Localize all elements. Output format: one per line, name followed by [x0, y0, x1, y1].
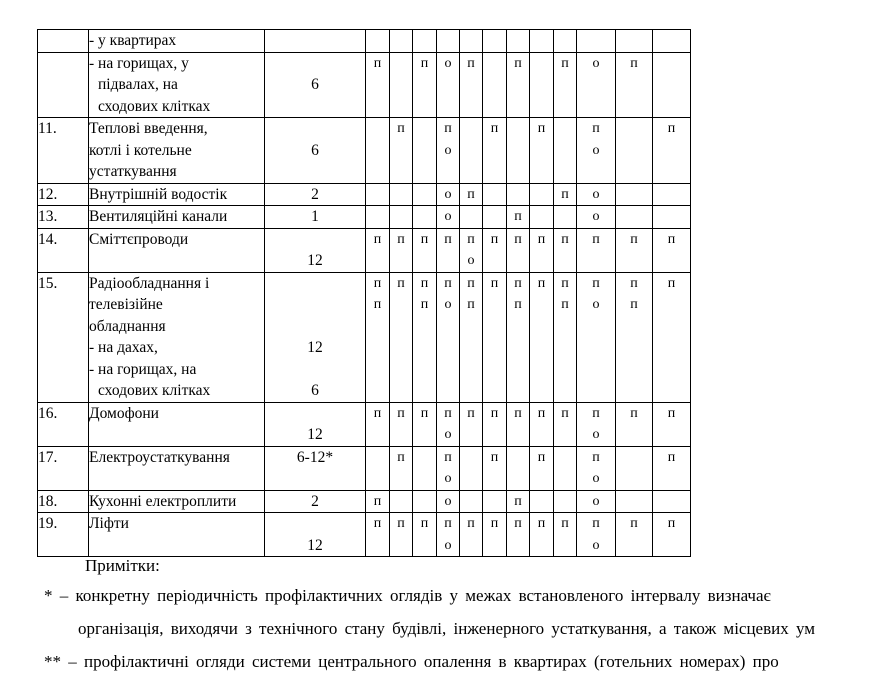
mark-cell — [653, 490, 691, 513]
mark-cell — [653, 30, 691, 53]
note-line-3: ** – профілактичні огляди системи центрального опалення в квартирах (готельних номерах) про — [44, 652, 779, 671]
mark-cell: п п — [616, 272, 653, 402]
period-line — [265, 359, 365, 381]
mark-cell: п — [507, 513, 530, 557]
table-row — [38, 490, 691, 513]
name-line: - на горищах, у — [89, 54, 189, 72]
mark-cell — [616, 30, 653, 53]
mark-cell — [460, 490, 483, 513]
mark-cell — [483, 52, 507, 118]
mark-cell — [554, 446, 577, 490]
period-line — [265, 229, 365, 251]
mark-cell: п — [653, 446, 691, 490]
period-line — [265, 53, 365, 75]
table-row — [38, 183, 691, 206]
name-line: Внутрішній водостік — [89, 185, 228, 203]
row-name — [89, 183, 265, 206]
mark-cell: п — [507, 52, 530, 118]
mark-cell — [413, 118, 437, 184]
mark-cell: п — [437, 228, 460, 272]
mark-cell: п — [413, 228, 437, 272]
row-period — [265, 52, 366, 118]
mark-cell: п — [653, 513, 691, 557]
name-line: - на дахах, — [89, 339, 158, 356]
name-line: Теплові введення, — [89, 120, 208, 137]
mark-cell: п — [507, 228, 530, 272]
period-line: 2 — [311, 492, 319, 510]
mark-cell — [390, 30, 413, 53]
mark-cell: п о — [577, 272, 616, 402]
mark-cell: п — [483, 118, 507, 184]
mark-cell: п — [507, 206, 530, 229]
mark-cell: п — [460, 513, 483, 557]
table-row — [38, 402, 691, 446]
mark-cell: п — [616, 52, 653, 118]
mark-cell: п — [413, 513, 437, 557]
mark-cell: п — [413, 52, 437, 118]
mark-cell: п — [554, 183, 577, 206]
mark-cell — [366, 30, 390, 53]
mark-cell — [390, 183, 413, 206]
mark-cell — [653, 52, 691, 118]
mark-cell — [460, 206, 483, 229]
notes-title: Примітки: — [85, 556, 160, 575]
mark-cell: о — [437, 52, 460, 118]
table-row — [38, 206, 691, 229]
mark-cell: п — [530, 228, 554, 272]
mark-cell: п — [653, 228, 691, 272]
mark-cell: п — [390, 228, 413, 272]
mark-cell: п о — [577, 118, 616, 184]
row-number — [38, 30, 89, 53]
row-period — [265, 272, 366, 402]
mark-cell: п п — [507, 272, 530, 402]
name-line: Сміттєпроводи — [89, 230, 189, 248]
mark-cell — [653, 183, 691, 206]
name-line: сходових клітках — [98, 97, 211, 115]
mark-cell — [366, 118, 390, 184]
mark-cell: п — [507, 490, 530, 513]
row-number: 12. — [38, 183, 89, 206]
name-line: устаткування — [89, 163, 177, 180]
row-name — [89, 272, 265, 402]
row-number: 16. — [38, 402, 89, 446]
mark-cell: п — [530, 272, 554, 402]
mark-cell — [530, 183, 554, 206]
mark-cell: п — [483, 402, 507, 446]
row-number: 17. — [38, 446, 89, 490]
table-row — [38, 118, 691, 184]
row-name — [89, 402, 265, 446]
name-line: обладнання — [89, 317, 166, 335]
mark-cell — [577, 30, 616, 53]
mark-cell: п о — [577, 402, 616, 446]
period-line: 12 — [307, 252, 323, 269]
row-period — [265, 228, 366, 272]
mark-cell: п — [530, 513, 554, 557]
period-line — [265, 273, 365, 295]
mark-cell — [413, 446, 437, 490]
mark-cell: п о — [577, 446, 616, 490]
name-line: підвалах, на — [98, 76, 178, 93]
row-period — [265, 118, 366, 184]
mark-cell — [390, 490, 413, 513]
name-line: Ліфти — [89, 515, 129, 532]
mark-cell — [530, 490, 554, 513]
mark-cell: о — [577, 183, 616, 206]
mark-cell: п о — [437, 446, 460, 490]
mark-cell — [616, 183, 653, 206]
row-name — [89, 228, 265, 272]
mark-cell — [554, 206, 577, 229]
mark-cell — [483, 206, 507, 229]
name-line: Вентиляційні канали — [89, 208, 228, 225]
mark-cell: п — [554, 228, 577, 272]
mark-cell — [437, 30, 460, 53]
mark-cell: о — [577, 206, 616, 229]
row-name — [89, 118, 265, 184]
mark-cell — [366, 206, 390, 229]
mark-cell: п — [530, 446, 554, 490]
period-line: 1 — [311, 208, 319, 225]
mark-cell: п — [554, 402, 577, 446]
mark-cell: п — [577, 228, 616, 272]
mark-cell — [616, 206, 653, 229]
period-line: 6-12* — [296, 448, 334, 466]
mark-cell — [507, 183, 530, 206]
mark-cell — [460, 446, 483, 490]
mark-cell: п — [616, 513, 653, 557]
name-line: Кухонні електроплити — [89, 492, 237, 510]
mark-cell: п — [390, 402, 413, 446]
mark-cell — [413, 490, 437, 513]
mark-cell: п — [616, 228, 653, 272]
row-name — [89, 52, 265, 118]
mark-cell: п — [460, 183, 483, 206]
row-period — [265, 183, 366, 206]
mark-cell — [616, 446, 653, 490]
mark-cell — [390, 52, 413, 118]
mark-cell — [366, 183, 390, 206]
period-line: 6 — [311, 141, 319, 159]
row-period — [265, 513, 366, 557]
name-line: - на горищах, на — [89, 360, 197, 378]
mark-cell — [483, 490, 507, 513]
mark-cell: о — [437, 490, 460, 513]
row-period — [265, 490, 366, 513]
mark-cell: п — [366, 402, 390, 446]
mark-cell — [390, 206, 413, 229]
row-name — [89, 446, 265, 490]
note-line-2: організація, виходячи з технічного стану будівлі, інженерного устаткування, а також місцевих ум — [78, 619, 816, 638]
mark-cell: п п — [554, 272, 577, 402]
mark-cell: п — [460, 402, 483, 446]
row-number: 13. — [38, 206, 89, 229]
mark-cell — [507, 30, 530, 53]
period-line — [265, 316, 365, 338]
mark-cell — [530, 206, 554, 229]
mark-cell: п о — [437, 513, 460, 557]
mark-cell: п о — [437, 402, 460, 446]
mark-cell: п — [653, 402, 691, 446]
name-line: котлі і котельне — [89, 141, 192, 159]
mark-cell — [530, 52, 554, 118]
inspection-table — [37, 29, 691, 557]
row-period — [265, 446, 366, 490]
mark-cell: о — [437, 183, 460, 206]
mark-cell: п — [366, 490, 390, 513]
row-name — [89, 30, 265, 53]
mark-cell — [507, 446, 530, 490]
table-row — [38, 52, 691, 118]
mark-cell: п — [554, 52, 577, 118]
period-line: 6 — [311, 76, 319, 93]
table-row — [38, 228, 691, 272]
name-line: сходових клітках — [98, 382, 211, 399]
row-number: 18. — [38, 490, 89, 513]
name-line: Електроустаткування — [89, 448, 230, 466]
period-line — [265, 513, 365, 535]
mark-cell: п — [507, 402, 530, 446]
period-line — [265, 118, 365, 140]
mark-cell — [554, 30, 577, 53]
mark-cell: п — [483, 513, 507, 557]
mark-cell: о — [577, 490, 616, 513]
mark-cell: п — [366, 513, 390, 557]
table-row — [38, 446, 691, 490]
table-row — [38, 30, 691, 53]
mark-cell — [616, 118, 653, 184]
period-line — [265, 294, 365, 316]
row-number: 15. — [38, 272, 89, 402]
mark-cell — [413, 183, 437, 206]
row-name — [89, 513, 265, 557]
mark-cell: п — [390, 118, 413, 184]
mark-cell: п п — [366, 272, 390, 402]
table-row — [38, 513, 691, 557]
mark-cell: п — [366, 52, 390, 118]
mark-cell — [413, 206, 437, 229]
mark-cell — [616, 490, 653, 513]
mark-cell: п — [413, 402, 437, 446]
mark-cell: п — [616, 402, 653, 446]
name-line: - у квартирах — [89, 32, 177, 49]
row-period — [265, 206, 366, 229]
name-line: телевізійне — [89, 296, 163, 313]
row-name — [89, 490, 265, 513]
mark-cell: п — [530, 402, 554, 446]
mark-cell: п о — [437, 272, 460, 402]
period-line: 6 — [311, 382, 319, 399]
mark-cell — [653, 206, 691, 229]
mark-cell: п о — [577, 513, 616, 557]
mark-cell — [366, 446, 390, 490]
name-line: Радіообладнання і — [89, 274, 210, 292]
mark-cell: о — [577, 52, 616, 118]
mark-cell: п п — [413, 272, 437, 402]
mark-cell — [554, 490, 577, 513]
mark-cell — [554, 118, 577, 184]
row-number: 11. — [38, 118, 89, 184]
period-line: 12 — [307, 536, 323, 554]
row-number: 14. — [38, 228, 89, 272]
name-line: Домофони — [89, 404, 159, 422]
row-period — [265, 30, 366, 53]
row-number: 19. — [38, 513, 89, 557]
mark-cell: п — [653, 118, 691, 184]
mark-cell — [413, 30, 437, 53]
mark-cell: п — [460, 52, 483, 118]
mark-cell — [530, 30, 554, 53]
mark-cell: п — [390, 272, 413, 402]
mark-cell: п — [390, 446, 413, 490]
mark-cell — [483, 183, 507, 206]
mark-cell: о — [437, 206, 460, 229]
mark-cell: п — [530, 118, 554, 184]
period-line: 12 — [307, 339, 323, 356]
mark-cell — [507, 118, 530, 184]
mark-cell: п о — [437, 118, 460, 184]
mark-cell: п о — [460, 228, 483, 272]
period-line: 2 — [311, 185, 319, 203]
mark-cell: п — [554, 513, 577, 557]
mark-cell: п — [483, 446, 507, 490]
mark-cell — [460, 30, 483, 53]
table-body — [38, 30, 691, 557]
mark-cell — [460, 118, 483, 184]
mark-cell — [483, 30, 507, 53]
mark-cell: п — [653, 272, 691, 402]
note-line-1: * – конкретну періодичність профілактичних оглядів у межах встановленого інтервалу визначає — [44, 586, 771, 605]
mark-cell: п — [483, 272, 507, 402]
mark-cell: п — [390, 513, 413, 557]
mark-cell: п — [483, 228, 507, 272]
row-name — [89, 206, 265, 229]
mark-cell: п — [366, 228, 390, 272]
table-row — [38, 272, 691, 402]
row-period — [265, 402, 366, 446]
mark-cell: п п — [460, 272, 483, 402]
row-number — [38, 52, 89, 118]
period-line — [265, 403, 365, 425]
period-line: 12 — [307, 426, 323, 443]
